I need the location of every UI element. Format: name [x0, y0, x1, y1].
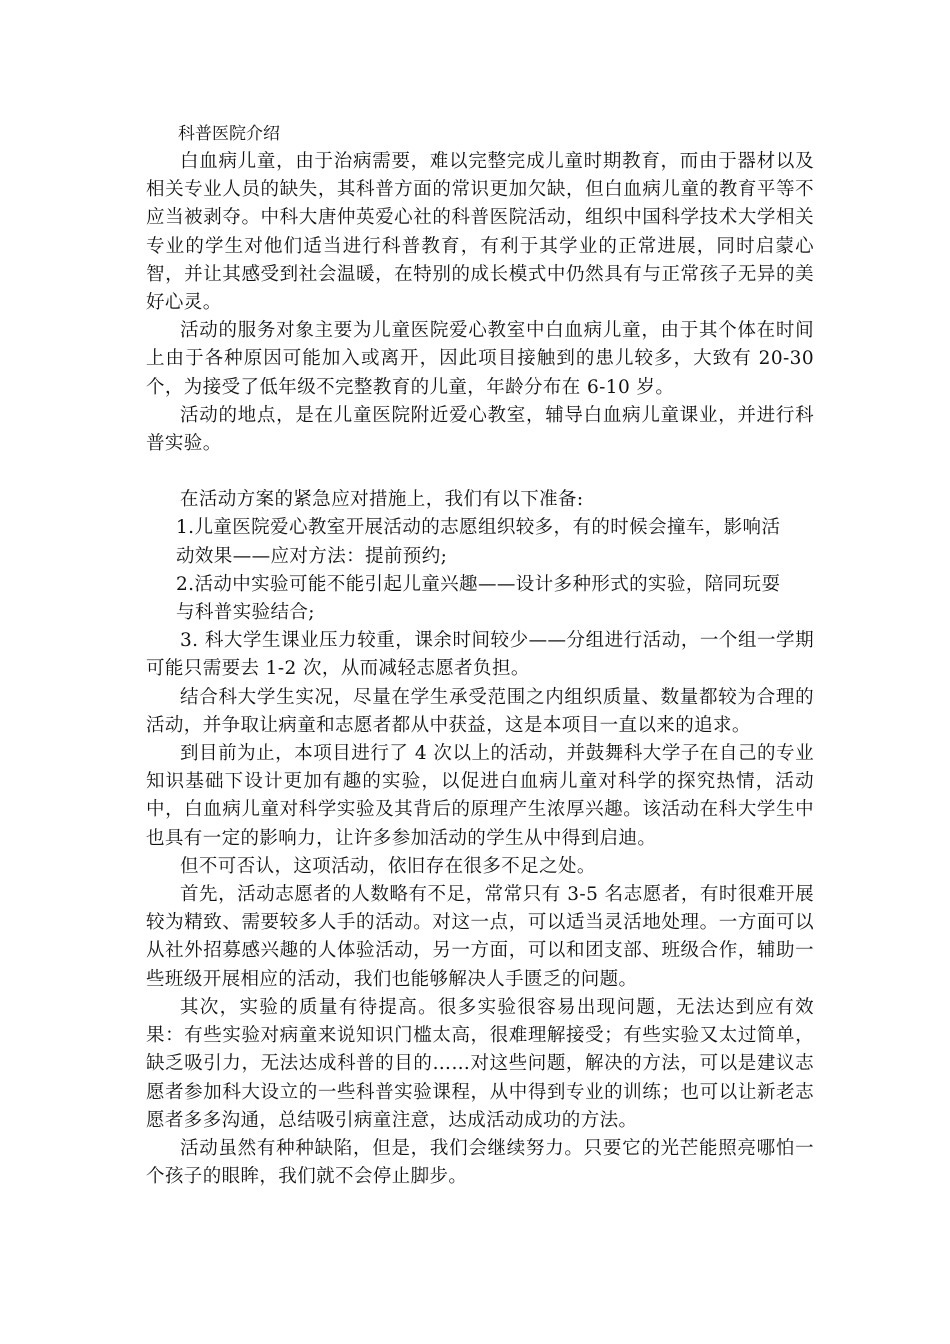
blank-line [146, 458, 814, 486]
intro-paragraph: 活动的地点，是在儿童医院附近爱心教室，辅导白血病儿童课业，并进行科普实验。 [146, 404, 814, 455]
measure-item: 1.儿童医院爱心教室开展活动的志愿组织较多，有的时候会撞车，影响活动效果——应对方法：提前预约; [176, 517, 781, 567]
document-page [146, 120, 814, 1191]
measure-item: 3. 科大学生课业压力较重，课余时间较少——分组进行活动，一个组一学期可能只需要去 1-2 次，从而减轻志愿者负担。 [146, 630, 814, 680]
body-paragraph: 结合科大学生实况，尽量在学生承受范围之内组织质量、数量都较为合理的活动，并争取让病童和志愿者都从中获益，这是本项目一直以来的追求。 [146, 686, 814, 736]
body-paragraph: 但不可否认，这项活动，依旧存在很多不足之处。 [180, 855, 596, 877]
measure-item: 2.活动中实验可能不能引起儿童兴趣——设计多种形式的实验，陪同玩耍与科普实验结合; [176, 573, 781, 624]
intro-paragraph: 白血病儿童，由于治病需要，难以完整完成儿童时期教育，而由于器材以及相关专业人员的缺失，其科普方面的常识更加欠缺，但白血病儿童的教育平等不应当被剥夺。中科大唐仲英爱心社的科普医院活动，组织中国科学技术大学相关专业的学生对他们适当进行科普教育，有利于其学业的正常进展，同时启蒙心智，并让其感受到社会温暖，在特别的成长模式中仍然具有与正常孩子无异的美好心灵。 [146, 151, 814, 314]
body-paragraph: 首先，活动志愿者的人数略有不足，常常只有 3-5 名志愿者，有时很难开展较为精致、需要较多人手的活动。对这一点，可以适当灵活地处理。一方面可以从社外招募感兴趣的人体验活动，另一方面，可以和团支部、班级合作，辅助一些班级开展相应的活动，我们也能够解决人手匮乏的问题。 [146, 884, 814, 990]
measures-intro: 在活动方案的紧急应对措施上，我们有以下准备: [180, 489, 584, 511]
body-paragraph: 活动虽然有种种缺陷，但是，我们会继续努力。只要它的光芒能照亮哪怕一个孩子的眼眸，我们就不会停止脚步。 [146, 1137, 814, 1188]
intro-paragraph: 活动的服务对象主要为儿童医院爱心教室中白血病儿童，由于其个体在时间上由于各种原因可能加入或离开，因此项目接触到的患儿较多，大致有 20-30 个，为接受了低年级不完整教育的儿童，年龄分布在 6-10 岁。 [146, 320, 814, 398]
document-title: 科普医院介绍 [178, 124, 280, 144]
body-paragraph: 到目前为止，本项目进行了 4 次以上的活动，并鼓舞科大学子在自己的专业知识基础下设计更加有趣的实验，以促进白血病儿童对科学的探究热情，活动中，白血病儿童对科学实验及其背后的原理产生浓厚兴趣。该活动在科大学生中也具有一定的影响力，让许多参加活动的学生从中得到启迪。 [146, 743, 814, 849]
body-paragraph: 其次，实验的质量有待提高。很多实验很容易出现问题，无法达到应有效果：有些实验对病童来说知识门槛太高，很难理解接受；有些实验又太过简单，缺乏吸引力，无法达成科普的目的……对这些问题，解决的方法，可以是建议志愿者参加科大设立的一些科普实验课程，从中得到专业的训练；也可以让新老志愿者多多沟通，总结吸引病童注意，达成活动成功的方法。 [146, 996, 814, 1131]
